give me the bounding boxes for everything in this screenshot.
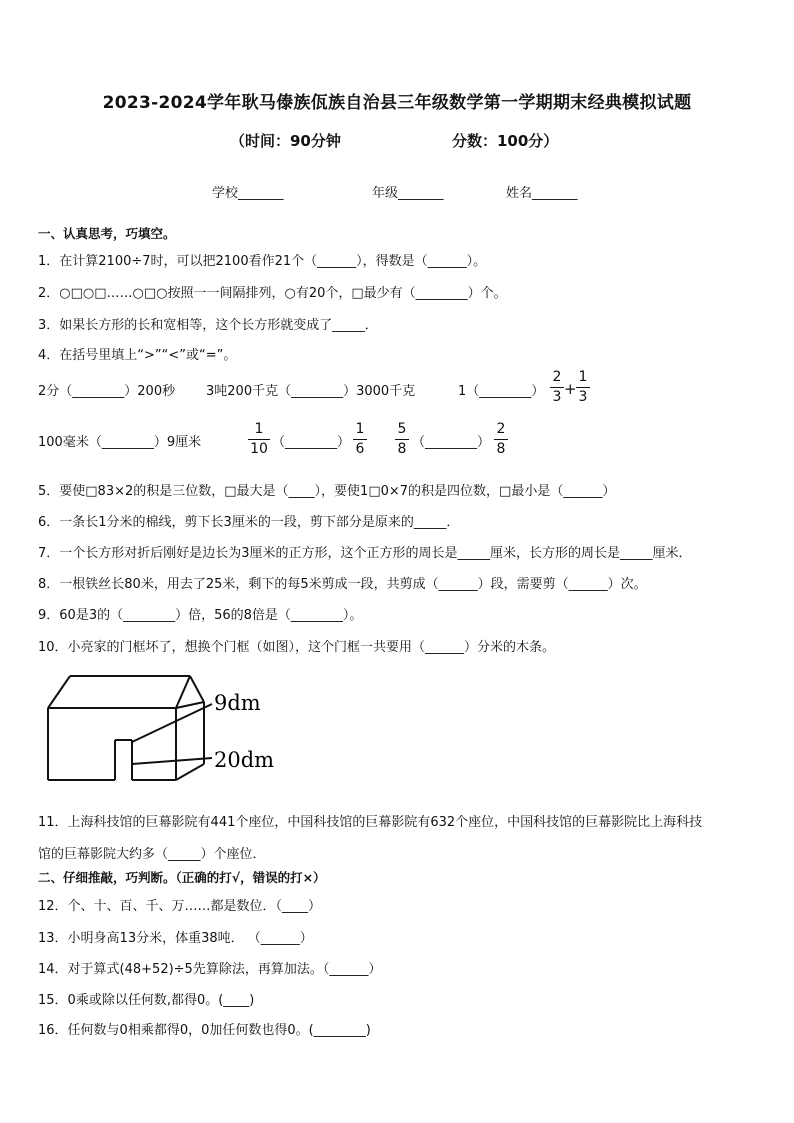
fraction: 2 3 — [550, 369, 564, 405]
grade-field: 年级_______ — [372, 186, 444, 201]
question-7: 7．一个长方形对折后刚好是边长为3厘米的正方形，这个正方形的周长是_____厘米，长方形的周长是_____厘米． — [38, 546, 692, 561]
question-2: 2．○□○□……○□○按照一一间隔排列，○有20个，□最少有（________）个。 — [38, 286, 507, 301]
compare-blank: （________） — [412, 435, 491, 450]
question-9: 9．60是3的（________）倍，56的8倍是（________）。 — [38, 608, 363, 623]
question-4: 4．在括号里填上“>”“<”或“=”。 — [38, 348, 237, 363]
compare-blank: （________） — [272, 435, 351, 450]
label-9dm: 9dm — [214, 691, 261, 715]
compare-item: 100毫米（________）9厘米 — [38, 435, 202, 450]
question-15: 15．0乘或除以任何数,都得0。(____) — [38, 993, 255, 1008]
compare-item: 3吨200千克（________）3000千克 — [206, 384, 416, 399]
question-6: 6．一条长1分米的棉线，剪下长3厘米的一段，剪下部分是原来的_____． — [38, 515, 460, 530]
question-11-line-2: 馆的巨幕影院大约多（_____）个座位． — [38, 847, 266, 862]
time-info: （时间：90分钟 — [230, 132, 341, 150]
fraction: 1 6 — [353, 421, 367, 457]
question-16: 16．任何数与0相乘都得0，0加任何数也得0。(________) — [38, 1023, 371, 1038]
question-1: 1．在计算2100÷7时，可以把2100看作21个（______），得数是（______）。 — [38, 254, 487, 269]
question-5: 5．要使□83×2的积是三位数，□最大是（____），要使1□0×7的积是四位数，□最小是（______） — [38, 484, 616, 499]
question-11-line-1: 11．上海科技馆的巨幕影院有441个座位，中国科技馆的巨幕影院有632个座位，中国科技馆的巨幕影院比上海科技 — [38, 815, 703, 830]
question-14: 14．对于算式(48+52)÷5先算除法，再算加法。（______） — [38, 962, 382, 977]
school-field: 学校_______ — [212, 186, 284, 201]
page-title: 2023-2024学年耿马傣族佤族自治县三年级数学第一学期期末经典模拟试题 — [102, 93, 692, 113]
door-frame-figure — [40, 668, 280, 790]
question-10: 10．小亮家的门框坏了，想换个门框（如图），这个门框一共要用（______）分米的木条。 — [38, 640, 556, 655]
question-12: 12．个、十、百、千、万……都是数位．（____） — [38, 899, 322, 914]
section-heading-2: 二、仔细推敲，巧判断。（正确的打√，错误的打×） — [38, 870, 326, 885]
name-field: 姓名_______ — [506, 186, 578, 201]
score-info: 分数：100分） — [452, 132, 559, 150]
label-20dm: 20dm — [214, 748, 275, 772]
question-13: 13．小明身高13分米，体重38吨． （______） — [38, 931, 313, 946]
section-heading-1: 一、认真思考，巧填空。 — [38, 226, 176, 241]
fraction: 2 8 — [494, 421, 508, 457]
door-frame-diagram — [40, 668, 280, 786]
fraction: 1 10 — [248, 421, 270, 457]
fraction: 5 8 — [395, 421, 409, 457]
plus-sign: + — [564, 380, 577, 398]
compare-item: 1（________） — [458, 384, 545, 399]
compare-item: 2分（________）200秒 — [38, 384, 176, 399]
fraction: 1 3 — [576, 369, 590, 405]
question-3: 3．如果长方形的长和宽相等，这个长方形就变成了_____． — [38, 318, 378, 333]
question-8: 8．一根铁丝长80米，用去了25米，剩下的每5米剪成一段，共剪成（______）段，需要剪（______）次。 — [38, 577, 647, 592]
